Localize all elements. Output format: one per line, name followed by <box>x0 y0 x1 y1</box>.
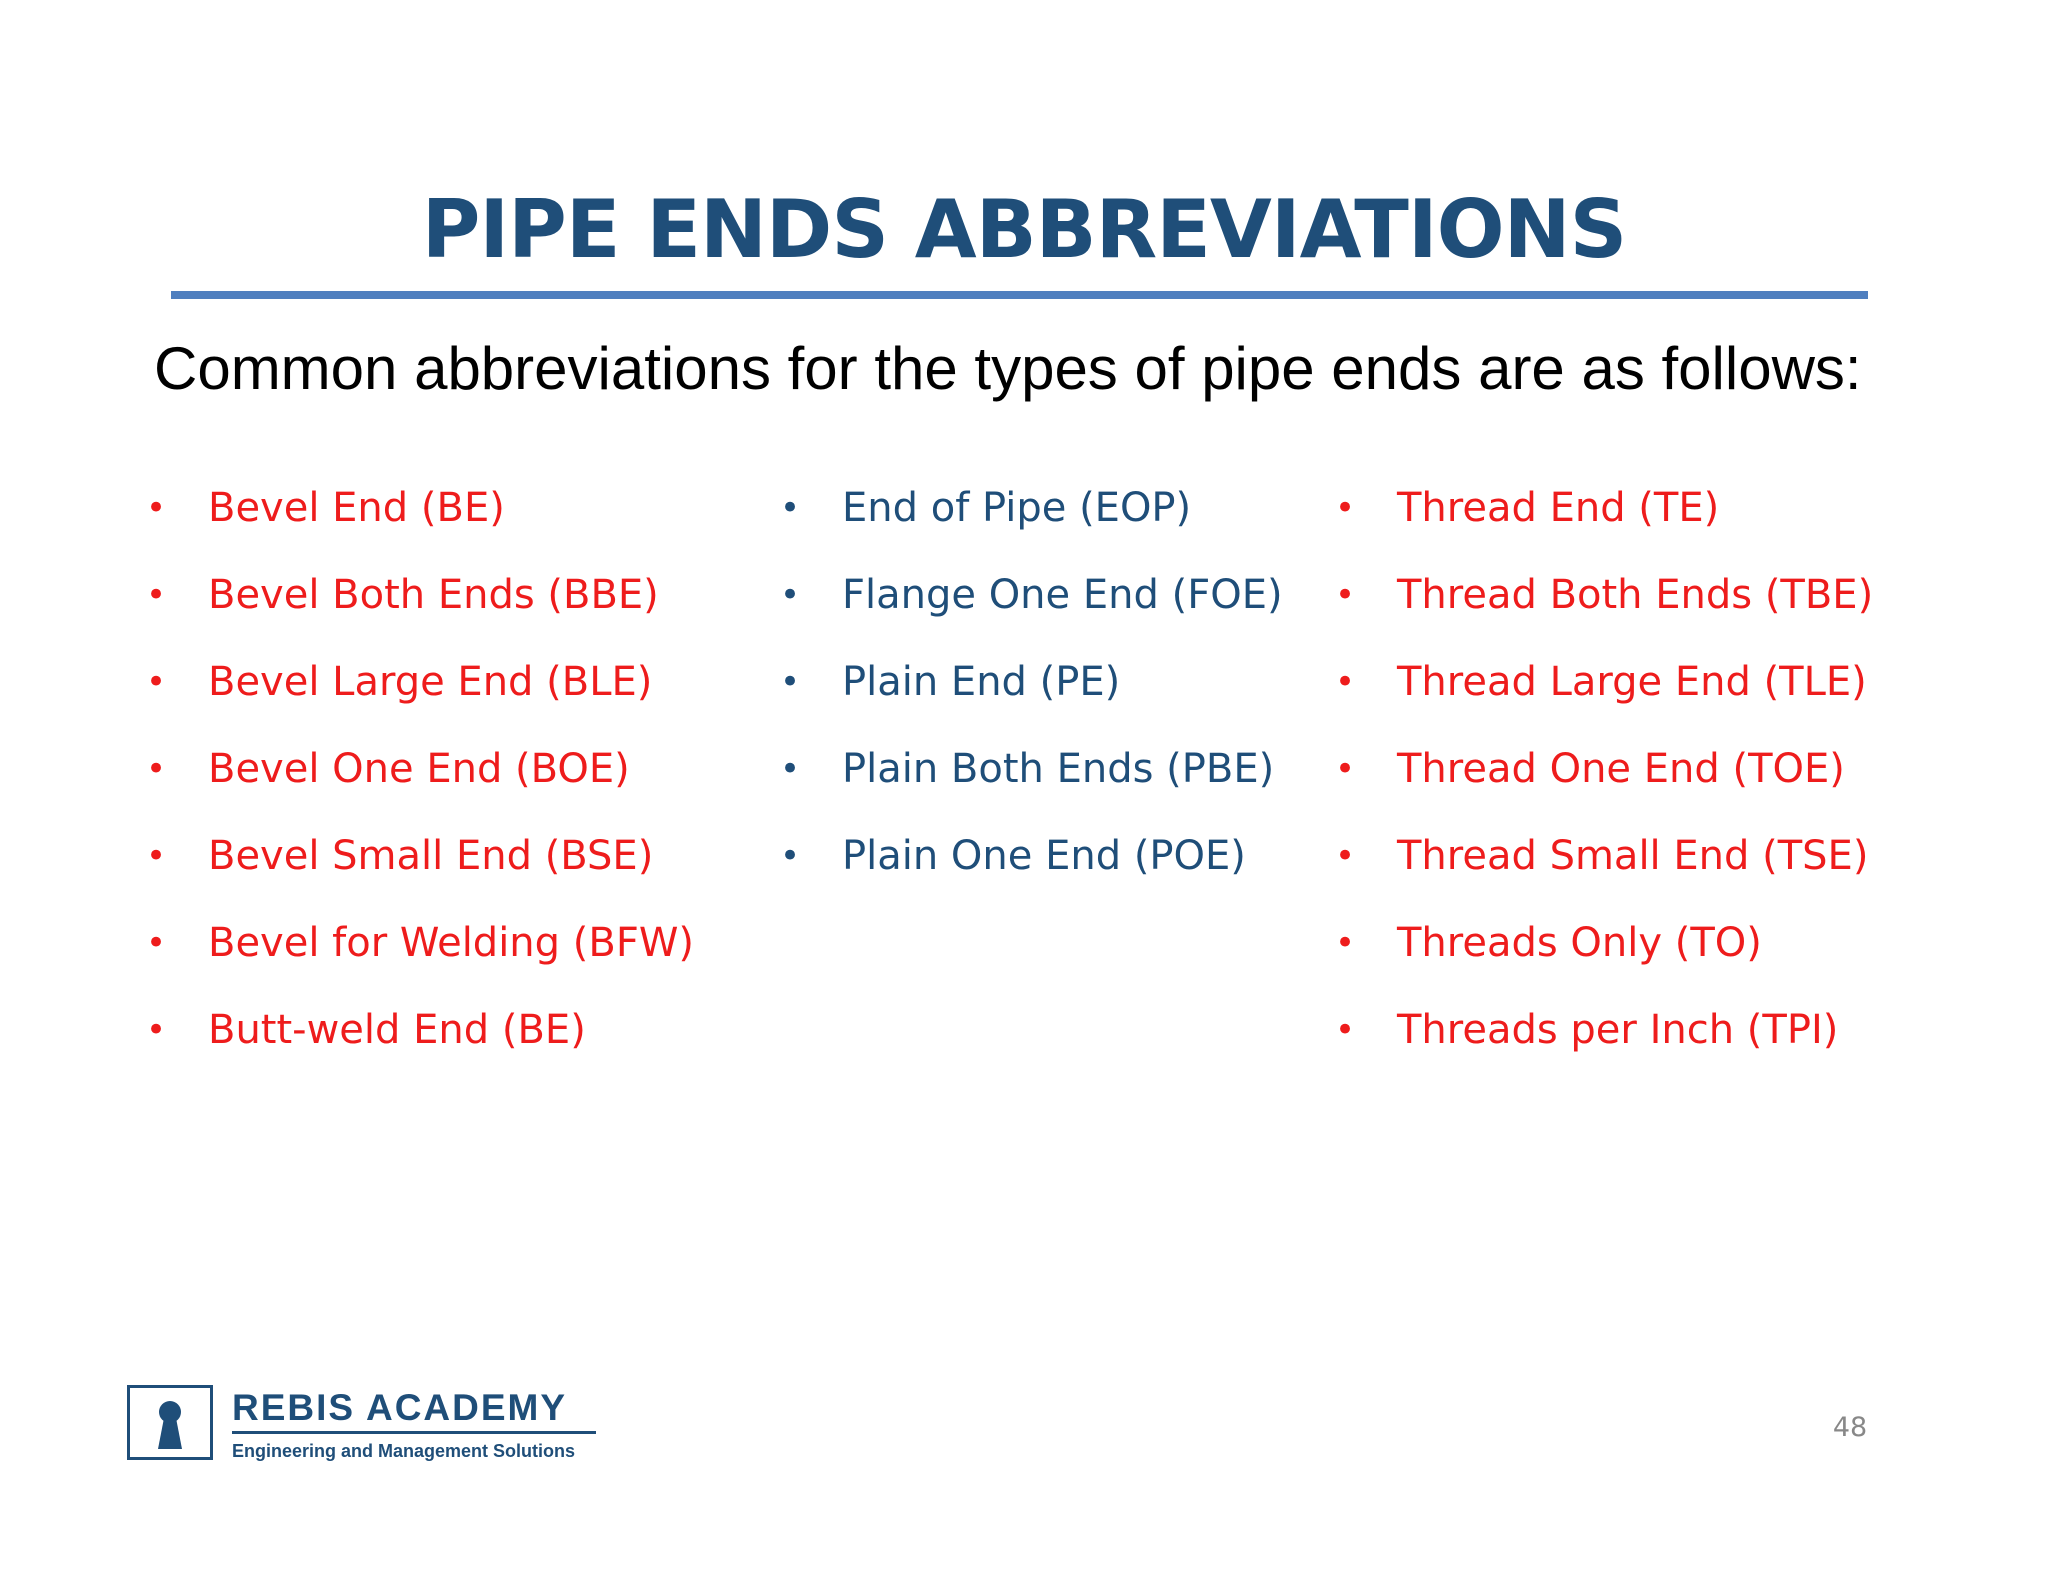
bullet: • <box>146 749 167 789</box>
abbreviation-list-thread <box>1335 470 1935 1079</box>
list-item-label: Thread Both Ends (TBE) <box>1397 572 1874 618</box>
brand-underline <box>232 1431 596 1434</box>
list-item-label: Butt-weld End (BE) <box>208 1007 586 1053</box>
bullet: • <box>780 836 801 876</box>
list-item-label: Thread Large End (TLE) <box>1397 659 1867 705</box>
page-number: 48 <box>1832 1412 1868 1443</box>
list-item <box>780 818 1300 905</box>
list-item <box>146 470 746 557</box>
list-item-label: Bevel Small End (BSE) <box>208 833 654 879</box>
list-item <box>1335 470 1935 557</box>
list-item-label: Bevel Large End (BLE) <box>208 659 653 705</box>
bullet: • <box>780 749 801 789</box>
list-item-label: Thread End (TE) <box>1397 485 1720 531</box>
list-item <box>146 992 746 1079</box>
bullet: • <box>146 488 167 528</box>
bullet: • <box>146 1010 167 1050</box>
bullet: • <box>146 836 167 876</box>
list-item-label: Thread One End (TOE) <box>1397 746 1845 792</box>
bullet: • <box>146 575 167 615</box>
list-item <box>146 818 746 905</box>
list-item-label: Thread Small End (TSE) <box>1397 833 1869 879</box>
list-item-label: Bevel for Welding (BFW) <box>208 920 694 966</box>
slide-subtitle: Common abbreviations for the types of pipe ends are as follows: <box>154 335 1862 402</box>
list-item-label: Threads per Inch (TPI) <box>1397 1007 1839 1053</box>
list-item <box>146 644 746 731</box>
list-item <box>146 557 746 644</box>
list-item <box>1335 557 1935 644</box>
list-item <box>146 731 746 818</box>
list-item-label: End of Pipe (EOP) <box>842 485 1192 531</box>
list-item-label: Bevel One End (BOE) <box>208 746 630 792</box>
title-underline <box>171 291 1868 299</box>
list-item <box>780 731 1300 818</box>
bullet: • <box>146 923 167 963</box>
bullet: • <box>146 662 167 702</box>
bullet: • <box>1335 923 1356 963</box>
bullet: • <box>1335 1010 1356 1050</box>
list-item-label: Bevel End (BE) <box>208 485 505 531</box>
list-item <box>780 557 1300 644</box>
list-item <box>146 905 746 992</box>
list-item <box>1335 818 1935 905</box>
list-item <box>1335 644 1935 731</box>
list-item <box>1335 905 1935 992</box>
list-item <box>780 644 1300 731</box>
bullet: • <box>1335 488 1356 528</box>
list-item <box>1335 992 1935 1079</box>
bullet: • <box>780 662 801 702</box>
brand-name: REBIS ACADEMY <box>232 1387 568 1428</box>
list-item-label: Flange One End (FOE) <box>842 572 1283 618</box>
bullet: • <box>780 488 801 528</box>
list-item <box>780 470 1300 557</box>
abbreviation-list-plain <box>780 470 1300 905</box>
keyhole-icon <box>130 1388 210 1457</box>
list-item <box>1335 731 1935 818</box>
bullet: • <box>780 575 801 615</box>
list-item-label: Threads Only (TO) <box>1397 920 1762 966</box>
page-title: PIPE ENDS ABBREVIATIONS <box>421 183 1627 276</box>
bullet: • <box>1335 749 1356 789</box>
abbreviation-list-bevel <box>146 470 746 1079</box>
brand-tagline: Engineering and Management Solutions <box>232 1441 576 1461</box>
brand-logo <box>127 1385 213 1460</box>
list-item-label: Plain Both Ends (PBE) <box>842 746 1275 792</box>
bullet: • <box>1335 662 1356 702</box>
bullet: • <box>1335 575 1356 615</box>
list-item-label: Plain One End (POE) <box>842 833 1246 879</box>
list-item-label: Plain End (PE) <box>842 659 1121 705</box>
bullet: • <box>1335 836 1356 876</box>
list-item-label: Bevel Both Ends (BBE) <box>208 572 659 618</box>
